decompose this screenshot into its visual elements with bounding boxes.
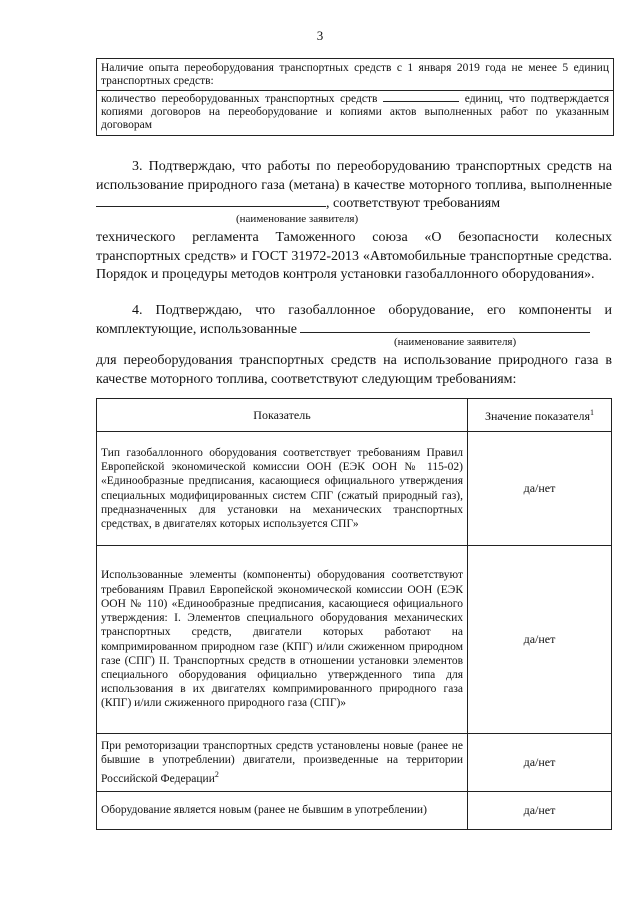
row-value[interactable]: да/нет xyxy=(468,734,612,792)
row-footnote: 2 xyxy=(214,769,219,779)
requirements-table xyxy=(96,398,612,830)
row-value[interactable]: да/нет xyxy=(468,432,612,546)
paragraph-4-main xyxy=(96,302,612,339)
row-indicator xyxy=(97,734,468,792)
paragraph-3-text-c: технического регламента Таможенного союза «О безопасности колесных транспортных средств» и ГОСТ 31972-2013 «Автомобильные транспортные средства. Порядок и процедуры методов контроля установки газобаллонного оборудования». xyxy=(96,230,612,282)
paragraph-4-text-a: 4. Подтверждаю, что газобаллонное оборудование, его компоненты и комплектующие, использованные xyxy=(96,303,612,337)
paragraph-3-text-b: , соответствуют требованиям xyxy=(326,196,501,211)
header-indicator: Показатель xyxy=(97,399,468,432)
paragraph-3-text-a: 3. Подтверждаю, что работы по переоборудованию транспортных средств на использование природного газа (метана) в качестве моторного топлива, выполненные xyxy=(96,159,612,193)
header-value xyxy=(468,399,612,432)
table-row xyxy=(97,734,612,792)
table-row xyxy=(97,546,612,734)
table-row xyxy=(97,792,612,830)
paragraph-4-text-b: для переоборудования транспортных средств на использование природного газа в качестве моторного топлива, соответствуют следующим требованиям: xyxy=(96,353,612,387)
table-header-row xyxy=(97,399,612,432)
row-value[interactable]: да/нет xyxy=(468,546,612,734)
row-indicator-text: При ремоторизации транспортных средств установлены новые (ранее не бывшие в употреблении) двигатели, произведенные на территории Российской Федерации xyxy=(101,740,463,785)
count-blank-field[interactable] xyxy=(383,101,459,102)
count-label-end: единиц, что подтверждается копиями договоров на переоборудование и копиями актов выполненных работ по указанным договорам xyxy=(101,93,610,131)
converted-vehicles-count-text xyxy=(97,91,613,135)
experience-box xyxy=(96,58,614,136)
paragraph-3-main xyxy=(96,158,612,214)
experience-requirement-text: Наличие опыта переоборудования транспортных средств с 1 января 2019 года не менее 5 единиц транспортных средств: xyxy=(97,59,613,91)
row-indicator: Использованные элементы (компоненты) оборудования соответствуют требованиям Правил Европейской экономической комиссии ООН (ЕЭК ООН № 110) «Единообразные предписания, касающиеся официального утверждения: I. Элементов специального оборудования механических транспортных средств, двигатели которых работают на компримированном природном газе (КПГ) и/или сжиженном природном газе (СПГ) II. Транспортных средств в отношении установки элементов специального оборудования официально утвержденного типа для использования в их двигателях компримированного природного газа (КПГ) и/или сжиженного природного газа (СПГ)» xyxy=(97,546,468,734)
count-label-start: количество переоборудованных транспортных средств xyxy=(101,93,378,105)
row-indicator: Тип газобаллонного оборудования соответствует требованиям Правил Европейской экономической комиссии ООН (ЕЭК ООН № 115-02) «Единообразные предписания, касающиеся официального утверждения специальных модифицированных систем СПГ (сжатый природный газ), предназначенных для установки на механических транспортных средствах, в двигателях которых используется СПГ» xyxy=(97,432,468,546)
applicant-name-blank-2[interactable] xyxy=(300,332,590,333)
applicant-caption-1: (наименование заявителя) xyxy=(236,213,359,225)
page-number: 3 xyxy=(316,28,324,43)
applicant-caption-2: (наименование заявителя) xyxy=(394,336,517,348)
applicant-name-blank-1[interactable] xyxy=(96,206,326,207)
header-value-label: Значение показателя xyxy=(484,409,591,424)
table-row xyxy=(97,432,612,546)
row-indicator: Оборудование является новым (ранее не бывшим в употреблении) xyxy=(97,792,468,830)
header-value-footnote: 1 xyxy=(590,408,595,418)
row-value[interactable]: да/нет xyxy=(468,792,612,830)
